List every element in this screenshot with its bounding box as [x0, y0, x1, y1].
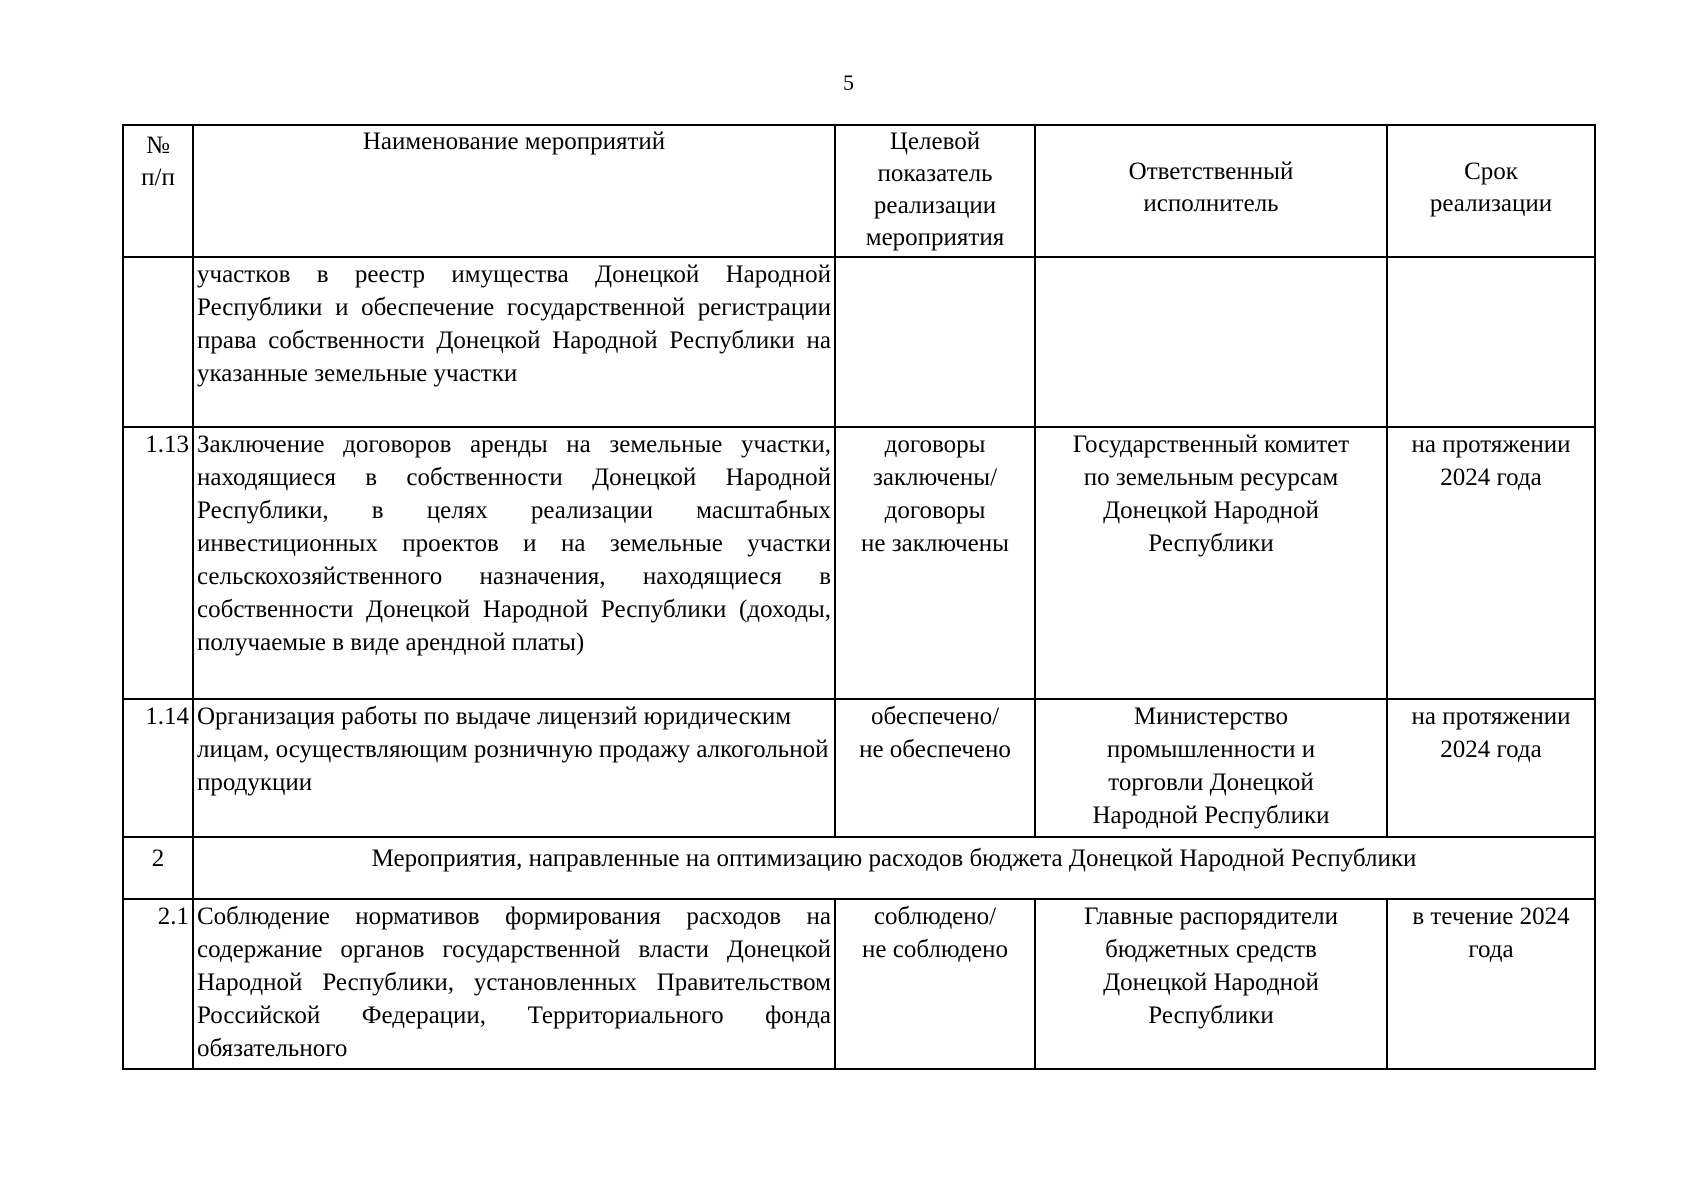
page-number: 5: [843, 70, 854, 95]
row-responsible: [1035, 257, 1387, 427]
row-name: Соблюдение нормативов формирования расходов на содержание органов государственной власти Донецкой Народной Республики, установленных Правительством Российской Федерации, Территориального фонда обязательного: [193, 899, 835, 1069]
row-num: 1.14: [123, 699, 193, 837]
row-term: на протяжении 2024 года: [1387, 699, 1595, 837]
row-target: соблюдено/ не соблюдено: [835, 899, 1035, 1069]
section-num: 2: [123, 837, 193, 899]
table-row: [123, 699, 1595, 837]
row-num: 1.13: [123, 427, 193, 699]
row-target: [835, 257, 1035, 427]
row-term: в течение 2024 года: [1387, 899, 1595, 1069]
table-row: [123, 257, 1595, 427]
row-responsible: Государственный комитет по земельным ресурсам Донецкой Народной Республики: [1035, 427, 1387, 699]
row-name: Заключение договоров аренды на земельные участки, находящиеся в собственности Донецкой Народной Республики, в целях реализации масштабных инвестиционных проектов и на земельные участки сельскохозяйственного назначения, находящиеся в собственности Донецкой Народной Республики (доходы, получаемые в виде арендной платы): [193, 427, 835, 699]
row-target: обеспечено/ не обеспечено: [835, 699, 1035, 837]
header-term: Срок реализации: [1387, 125, 1595, 257]
row-name: участков в реестр имущества Донецкой Народной Республики и обеспечение государственной регистрации права собственности Донецкой Народной Республики на указанные земельные участки: [193, 257, 835, 427]
section-row: [123, 837, 1595, 899]
row-term: [1387, 257, 1595, 427]
table-row: [123, 427, 1595, 699]
row-responsible: Главные распорядители бюджетных средств Донецкой Народной Республики: [1035, 899, 1387, 1069]
header-target: Целевой показатель реализации мероприятия: [835, 125, 1035, 257]
row-name: Организация работы по выдаче лицензий юридическим лицам, осуществляющим розничную продажу алкогольной продукции: [193, 699, 835, 837]
header-name: Наименование мероприятий: [193, 125, 835, 257]
header-num: № п/п: [123, 125, 193, 257]
measures-table: [122, 124, 1596, 1070]
row-target: договоры заключены/ договоры не заключены: [835, 427, 1035, 699]
section-title: Мероприятия, направленные на оптимизацию расходов бюджета Донецкой Народной Республики: [193, 837, 1595, 899]
row-num: 2.1: [123, 899, 193, 1069]
row-num: [123, 257, 193, 427]
row-responsible: Министерство промышленности и торговли Донецкой Народной Республики: [1035, 699, 1387, 837]
table-header-row: [123, 125, 1595, 257]
header-responsible: Ответственный исполнитель: [1035, 125, 1387, 257]
row-term: на протяжении 2024 года: [1387, 427, 1595, 699]
table-row: [123, 899, 1595, 1069]
